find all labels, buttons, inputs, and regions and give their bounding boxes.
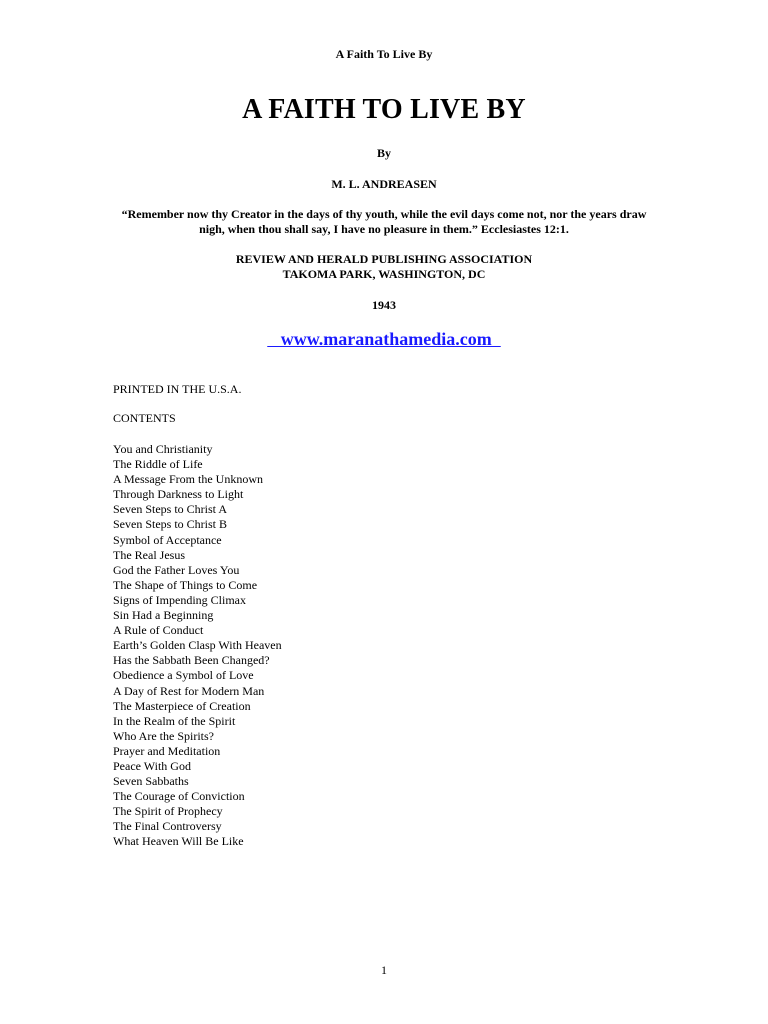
toc-entry: God the Father Loves You bbox=[113, 562, 240, 577]
toc-entry: Seven Steps to Christ B bbox=[113, 517, 228, 532]
page-number: 1 bbox=[381, 963, 387, 977]
epigraph-quote: “Remember now thy Creator in the days of thy youth, while the evil days come not, nor the years draw nigh, when thou shall say, I have no pleasure in them.” Ecclesiastes 12:1. bbox=[121, 207, 647, 236]
toc-entry: Prayer and Meditation bbox=[113, 743, 221, 758]
toc-entry: Through Darkness to Light bbox=[113, 487, 244, 502]
table-of-contents bbox=[113, 442, 282, 850]
toc-entry: What Heaven Will Be Like bbox=[113, 834, 244, 849]
toc-entry: The Shape of Things to Come bbox=[113, 577, 258, 592]
toc-entry: The Riddle of Life bbox=[113, 457, 203, 472]
by-label: By bbox=[376, 146, 391, 160]
toc-entry: Seven Steps to Christ A bbox=[113, 502, 228, 517]
toc-entry: Peace With God bbox=[113, 758, 191, 773]
toc-entry: You and Christianity bbox=[113, 442, 213, 456]
toc-entry: Has the Sabbath Been Changed? bbox=[113, 653, 270, 668]
publication-year: 1943 bbox=[372, 298, 396, 312]
toc-entry: Sin Had a Beginning bbox=[113, 608, 214, 623]
toc-entry: A Rule of Conduct bbox=[113, 623, 204, 638]
toc-entry: The Spirit of Prophecy bbox=[113, 804, 223, 819]
toc-entry: In the Realm of the Spirit bbox=[113, 713, 236, 728]
printed-notice: PRINTED IN THE U.S.A. bbox=[113, 382, 242, 396]
toc-entry: Earth’s Golden Clasp With Heaven bbox=[113, 638, 282, 653]
running-header: A Faith To Live By bbox=[335, 47, 433, 61]
toc-entry: Symbol of Acceptance bbox=[113, 532, 222, 547]
website-link[interactable]: www.maranathamedia.com bbox=[267, 329, 501, 349]
toc-entry: Signs of Impending Climax bbox=[113, 592, 246, 607]
author-name: M. L. ANDREASEN bbox=[331, 177, 437, 191]
toc-entry: The Real Jesus bbox=[113, 547, 185, 562]
book-title: A FAITH TO LIVE BY bbox=[242, 94, 526, 125]
publisher-name: REVIEW AND HERALD PUBLISHING ASSOCIATION bbox=[235, 252, 533, 266]
toc-entry: The Masterpiece of Creation bbox=[113, 698, 251, 713]
publisher-location: TAKOMA PARK, WASHINGTON, DC bbox=[282, 267, 486, 281]
toc-entry: A Day of Rest for Modern Man bbox=[113, 683, 265, 698]
contents-heading: CONTENTS bbox=[113, 411, 176, 425]
toc-entry: Who Are the Spirits? bbox=[113, 728, 214, 743]
toc-entry: Obedience a Symbol of Love bbox=[113, 668, 254, 683]
toc-entry: Seven Sabbaths bbox=[113, 774, 189, 789]
toc-entry: A Message From the Unknown bbox=[113, 472, 263, 487]
toc-entry: The Courage of Conviction bbox=[113, 789, 245, 804]
publisher-block bbox=[0, 252, 768, 282]
toc-entry: The Final Controversy bbox=[113, 819, 222, 834]
